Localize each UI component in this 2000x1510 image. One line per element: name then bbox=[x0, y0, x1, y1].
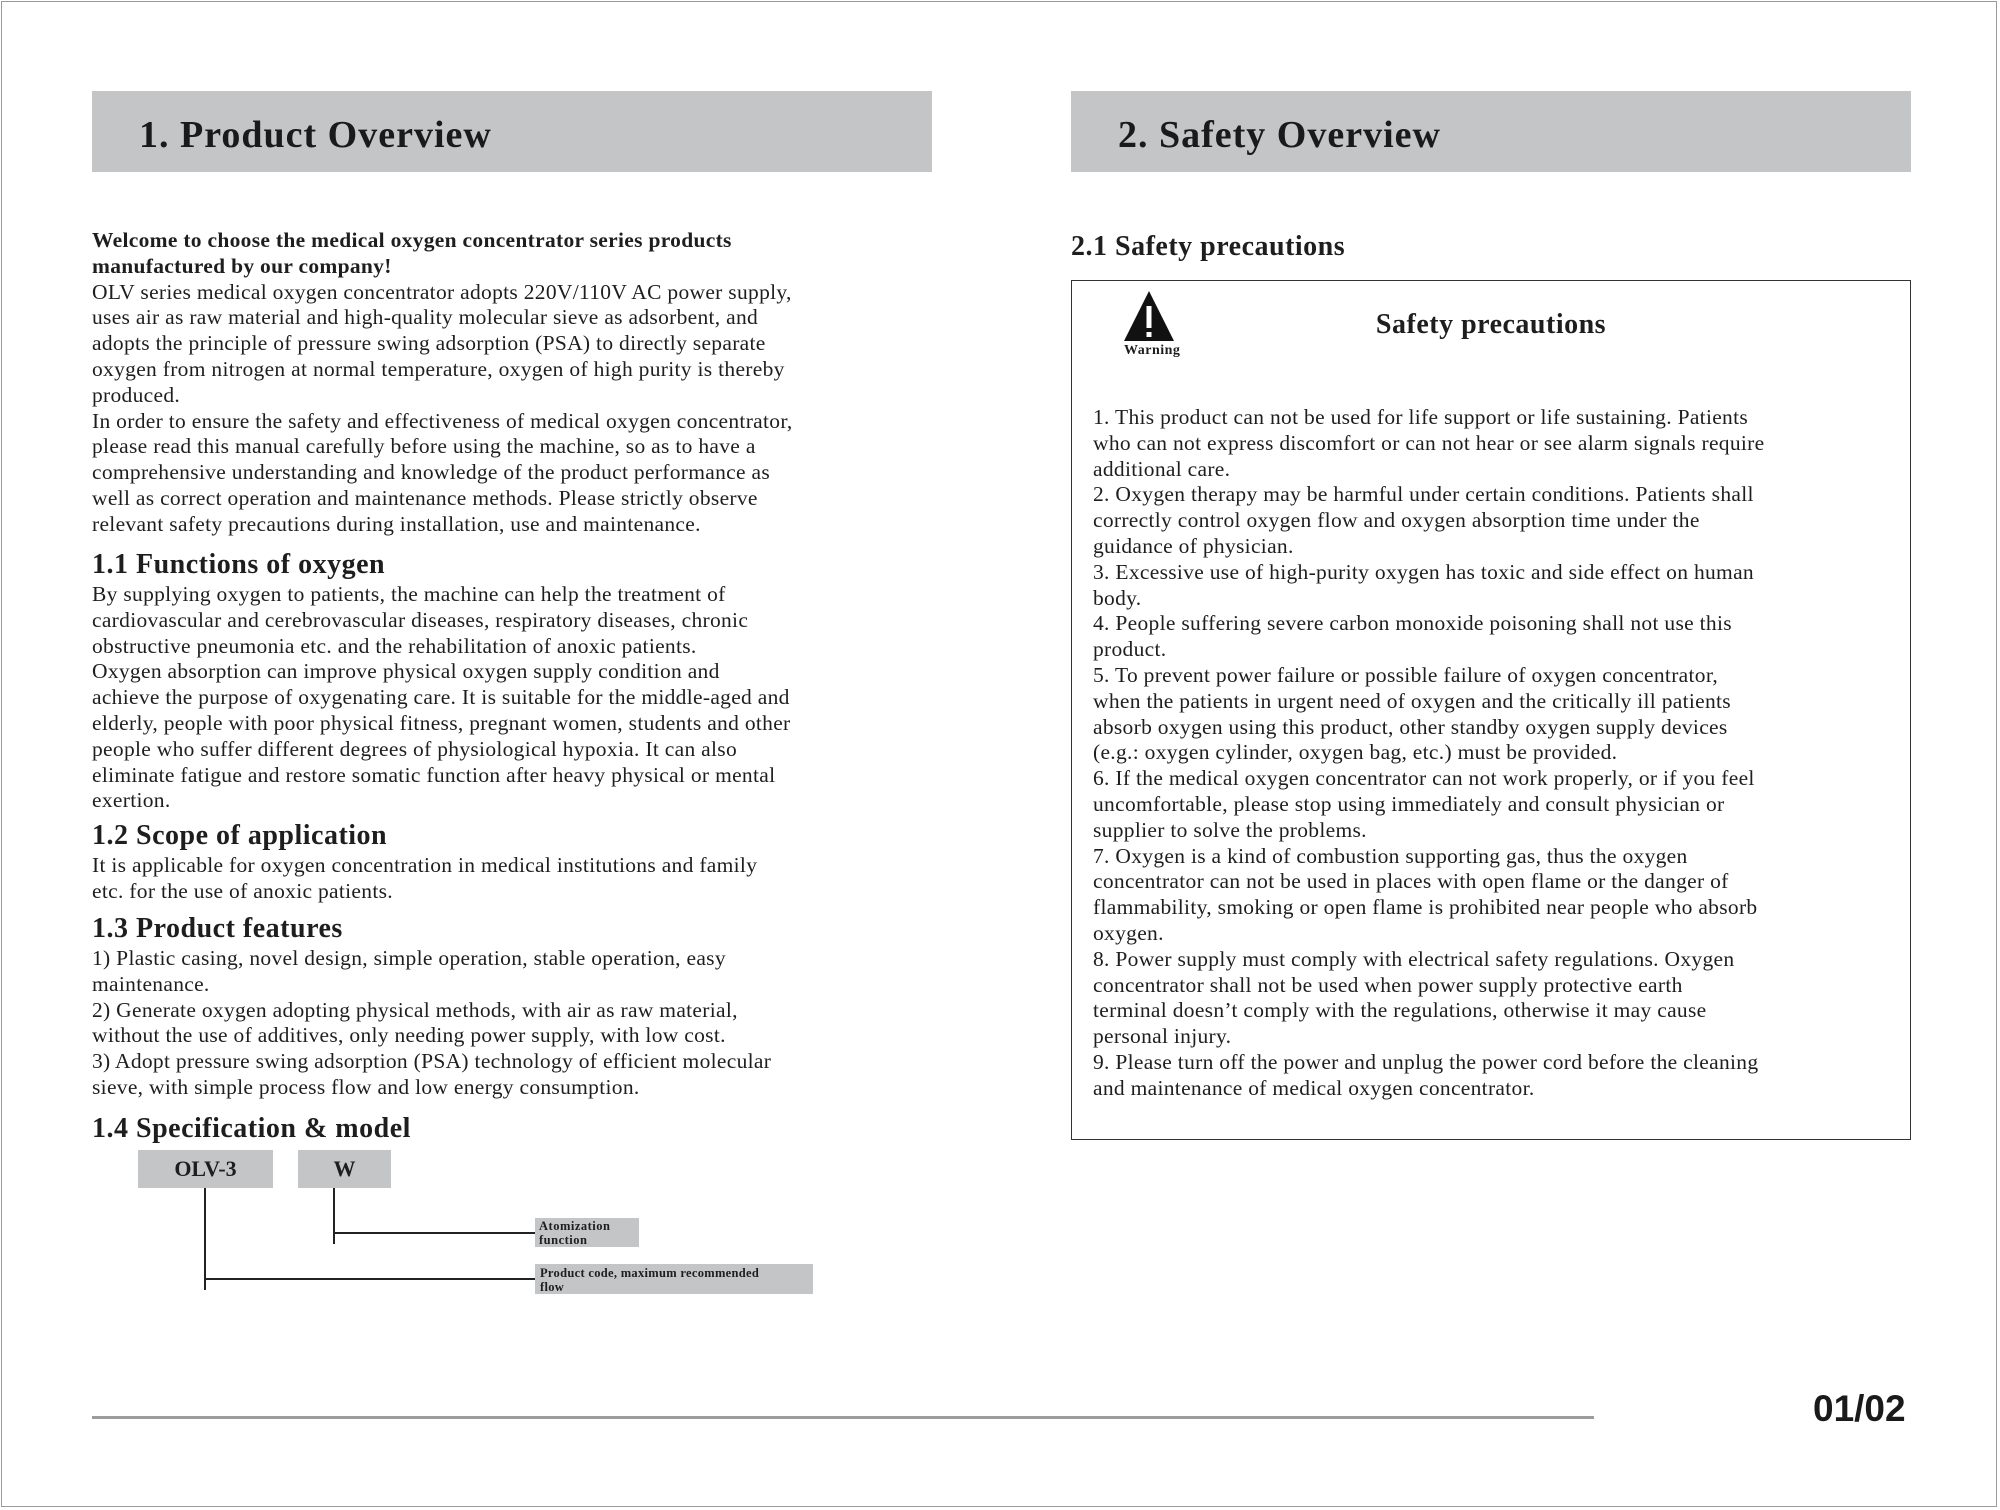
subsection-title: 1.3 Product features bbox=[92, 913, 343, 944]
precaution-line: 5. To prevent power failure or possible failure of oxygen concentrator, bbox=[1093, 662, 1719, 687]
precaution-line: flammability, smoking or open flame is prohibited near people who absorb bbox=[1093, 895, 1758, 920]
body-line: without the use of additives, only needing power supply, with low cost. bbox=[92, 1023, 726, 1048]
precaution-line: 3. Excessive use of high-purity oxygen has toxic and side effect on human bbox=[1093, 559, 1754, 584]
section-title: 2. Safety Overview bbox=[1118, 114, 1441, 156]
intro-line: In order to ensure the safety and effectiveness of medical oxygen concentrator, bbox=[92, 408, 793, 433]
section-header-safety-overview bbox=[1071, 91, 1911, 172]
model-code: OLV-3 bbox=[174, 1156, 237, 1181]
body-line: 3) Adopt pressure swing adsorption (PSA) technology of efficient molecular bbox=[92, 1049, 772, 1074]
model-suffix: W bbox=[333, 1156, 356, 1181]
intro-line: well as correct operation and maintenance methods. Please strictly observe bbox=[92, 485, 758, 510]
body-line: exertion. bbox=[92, 788, 171, 813]
body-line: obstructive pneumonia etc. and the rehabilitation of anoxic patients. bbox=[92, 633, 697, 658]
precaution-line: uncomfortable, please stop using immediately and consult physician or bbox=[1093, 791, 1725, 816]
body-line: etc. for the use of anoxic patients. bbox=[92, 878, 393, 903]
precaution-line: oxygen. bbox=[1093, 920, 1164, 945]
body-line: It is applicable for oxygen concentration in medical institutions and family bbox=[92, 853, 758, 877]
safety-precautions-box bbox=[1071, 280, 1911, 1140]
body-line: By supplying oxygen to patients, the machine can help the treatment of bbox=[92, 582, 726, 606]
page-number: 01/02 bbox=[1813, 1388, 1906, 1429]
precaution-line: personal injury. bbox=[1093, 1024, 1232, 1049]
precaution-line: 8. Power supply must comply with electrical safety regulations. Oxygen bbox=[1093, 946, 1735, 971]
section-title: 1. Product Overview bbox=[139, 114, 492, 156]
spec-label-product-code bbox=[535, 1264, 813, 1294]
body-line: achieve the purpose of oxygenating care. It is suitable for the middle-aged and bbox=[92, 685, 790, 710]
precaution-line: concentrator can not be used in places with open flame or the danger of bbox=[1093, 869, 1729, 894]
precaution-line: 1. This product can not be used for life support or life sustaining. Patients bbox=[1093, 405, 1749, 429]
precaution-line: correctly control oxygen flow and oxygen absorption time under the bbox=[1093, 508, 1700, 533]
intro-line: please read this manual carefully before using the machine, so as to have a bbox=[92, 434, 756, 459]
precaution-line: supplier to solve the problems. bbox=[1093, 817, 1367, 842]
precaution-line: concentrator shall not be used when power supply protective earth bbox=[1093, 972, 1683, 997]
precaution-line: (e.g.: oxygen cylinder, oxygen bag, etc.) must be provided. bbox=[1093, 740, 1618, 765]
spec-label-line: Product code, maximum recommended bbox=[540, 1266, 760, 1280]
intro-line: oxygen from nitrogen at normal temperature, oxygen of high purity is thereby bbox=[92, 356, 785, 381]
precaution-line: and maintenance of medical oxygen concentrator. bbox=[1093, 1075, 1535, 1100]
spec-label-atomization bbox=[535, 1218, 639, 1247]
connector-line bbox=[204, 1188, 206, 1290]
intro-line: produced. bbox=[92, 382, 181, 407]
warning-label: Warning bbox=[1124, 343, 1181, 358]
precaution-line: guidance of physician. bbox=[1093, 533, 1294, 558]
box-title: Safety precautions bbox=[1375, 309, 1607, 340]
footer-divider bbox=[92, 1416, 1594, 1419]
connector-line bbox=[333, 1232, 535, 1234]
spec-label-line: function bbox=[539, 1233, 588, 1247]
intro-line: comprehensive understanding and knowledge of the product performance as bbox=[92, 460, 771, 485]
section-header-product-overview bbox=[92, 91, 932, 172]
body-line: 2) Generate oxygen adopting physical methods, with air as raw material, bbox=[92, 997, 738, 1022]
body-line: eliminate fatigue and restore somatic function after heavy physical or mental bbox=[92, 762, 776, 787]
model-code-box bbox=[138, 1150, 273, 1188]
body-line: people who suffer different degrees of physiological hypoxia. It can also bbox=[92, 736, 738, 761]
body-line: cardiovascular and cerebrovascular diseases, respiratory diseases, chronic bbox=[92, 607, 749, 632]
intro-line: adopts the principle of pressure swing adsorption (PSA) to directly separate bbox=[92, 331, 766, 356]
body-line: Oxygen absorption can improve physical oxygen supply condition and bbox=[92, 659, 720, 684]
precaution-line: 9. Please turn off the power and unplug the power cord before the cleaning bbox=[1093, 1049, 1759, 1074]
body-line: elderly, people with poor physical fitness, pregnant women, students and other bbox=[92, 710, 791, 735]
intro-bold-line: Welcome to choose the medical oxygen concentrator series products bbox=[92, 228, 732, 252]
precaution-line: product. bbox=[1093, 637, 1167, 662]
intro-line: relevant safety precautions during installation, use and maintenance. bbox=[92, 511, 701, 536]
subsection-title: 2.1 Safety precautions bbox=[1071, 231, 1346, 262]
precaution-line: who can not express discomfort or can not hear or see alarm signals require bbox=[1093, 430, 1765, 455]
body-line: maintenance. bbox=[92, 971, 210, 996]
subsection-title: 1.1 Functions of oxygen bbox=[92, 549, 386, 580]
precaution-line: absorb oxygen using this product, other standby oxygen supply devices bbox=[1093, 714, 1728, 739]
model-suffix-box bbox=[298, 1150, 391, 1188]
precaution-line: additional care. bbox=[1093, 456, 1231, 481]
precaution-line: 2. Oxygen therapy may be harmful under certain conditions. Patients shall bbox=[1093, 482, 1754, 507]
precaution-line: 4. People suffering severe carbon monoxide poisoning shall not use this bbox=[1093, 611, 1732, 636]
precaution-line: 7. Oxygen is a kind of combustion supporting gas, thus the oxygen bbox=[1093, 843, 1688, 868]
spec-label-line: flow bbox=[540, 1280, 565, 1294]
body-line: sieve, with simple process flow and low energy consumption. bbox=[92, 1074, 640, 1099]
intro-line: uses air as raw material and high-quality molecular sieve as adsorbent, and bbox=[92, 305, 759, 330]
intro-bold-line: manufactured by our company! bbox=[92, 253, 392, 278]
body-line: 1) Plastic casing, novel design, simple operation, stable operation, easy bbox=[92, 946, 726, 970]
precaution-line: when the patients in urgent need of oxygen and the critically ill patients bbox=[1093, 688, 1731, 713]
precaution-line: body. bbox=[1093, 585, 1142, 610]
connector-line bbox=[333, 1188, 335, 1244]
connector-line bbox=[204, 1278, 535, 1280]
subsection-title: 1.2 Scope of application bbox=[92, 820, 388, 851]
spec-label-line: Atomization bbox=[539, 1219, 611, 1233]
subsection-title: 1.4 Specification & model bbox=[92, 1113, 411, 1144]
intro-line: OLV series medical oxygen concentrator adopts 220V/110V AC power supply, bbox=[92, 279, 792, 304]
precaution-line: terminal doesn’t comply with the regulations, otherwise it may cause bbox=[1093, 998, 1707, 1023]
precaution-line: 6. If the medical oxygen concentrator can not work properly, or if you feel bbox=[1093, 766, 1755, 791]
